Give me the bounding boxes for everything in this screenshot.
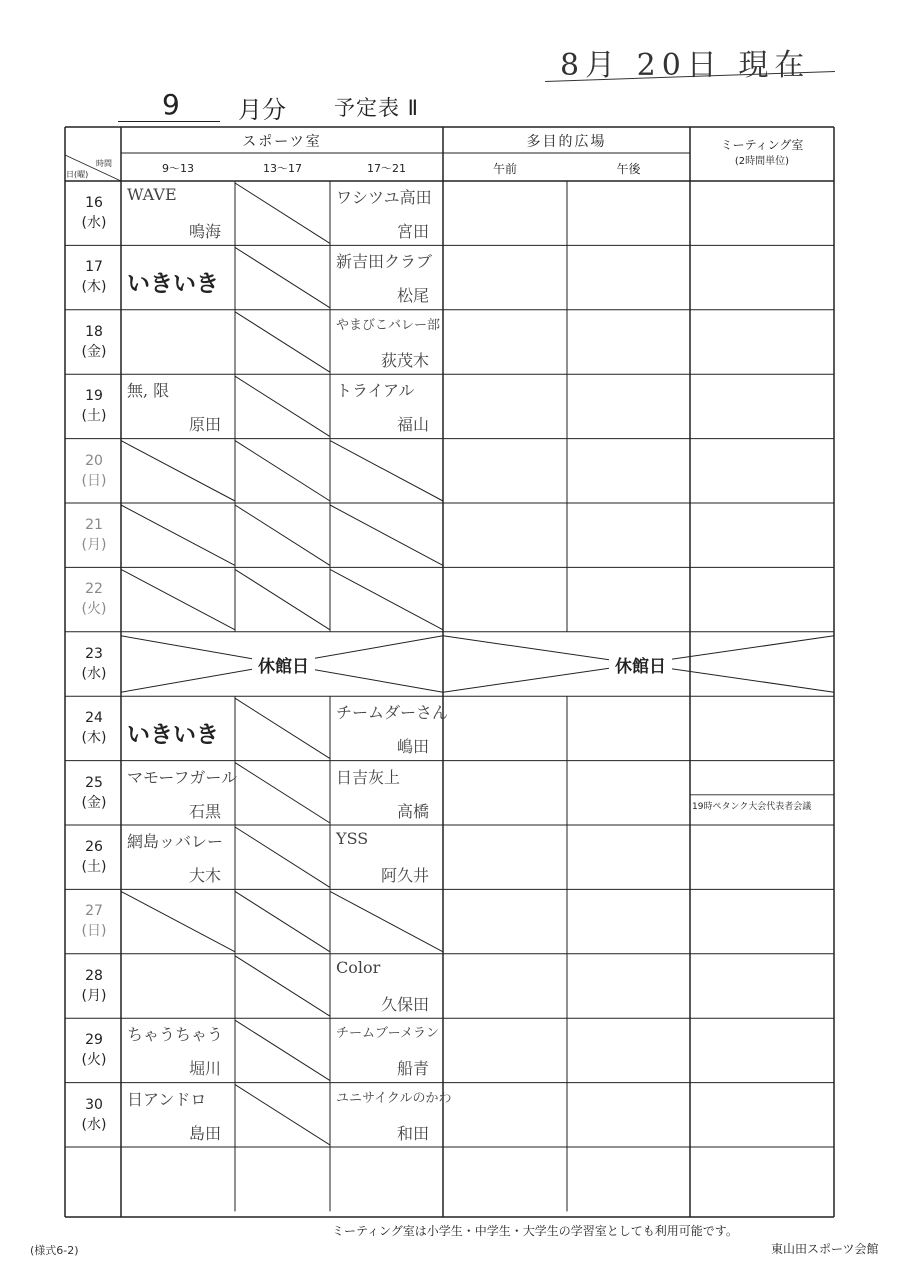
unavailable-slash xyxy=(330,505,443,565)
unavailable-slash xyxy=(121,505,235,565)
day-label xyxy=(65,966,123,1006)
unavailable-slash xyxy=(235,312,330,372)
day-number: 20 xyxy=(85,452,103,469)
unavailable-slash xyxy=(235,1085,330,1145)
day-number: 22 xyxy=(85,581,103,598)
booking-group: 新吉田クラブ xyxy=(336,252,433,272)
booking-contact: 大木 xyxy=(189,866,222,885)
unavailable-slash xyxy=(235,956,330,1016)
day-number: 16 xyxy=(85,195,103,211)
booking-group: ワシツユ高田 xyxy=(336,188,432,207)
booking-contact: 鳴海 xyxy=(189,222,222,241)
booking-contact: 高橋 xyxy=(397,801,430,821)
unavailable-slash xyxy=(235,505,330,565)
booking-group: チームダーさん xyxy=(336,703,449,723)
unavailable-slash xyxy=(235,891,330,951)
day-label xyxy=(65,1095,123,1135)
booking-contact: 和田 xyxy=(397,1123,430,1143)
day-of-week: (火) xyxy=(81,601,107,618)
booking-group: トライアル xyxy=(336,381,415,401)
unavailable-slash xyxy=(121,441,235,501)
booking-contact: 堀川 xyxy=(189,1059,222,1079)
unavailable-slash xyxy=(235,247,330,307)
day-number: 19 xyxy=(85,388,103,405)
booking-big: いきいき xyxy=(127,271,219,298)
booking-contact: 久保田 xyxy=(381,994,430,1014)
meeting-note: 19時ペタンク大会代表者会議 xyxy=(692,801,812,812)
booking-group: チームブーメラン xyxy=(336,1026,439,1042)
day-number: 30 xyxy=(85,1096,103,1113)
day-number: 17 xyxy=(85,259,103,276)
header-slot: 13～17 xyxy=(263,162,302,175)
day-of-week: (土) xyxy=(81,408,107,425)
day-label xyxy=(65,515,123,555)
day-label xyxy=(65,1030,123,1070)
closed-label-sports: 休館日 xyxy=(252,652,315,677)
day-label xyxy=(65,644,123,684)
booking-contact: 船青 xyxy=(397,1059,430,1079)
booking-group: YSS xyxy=(336,829,369,848)
day-label xyxy=(65,708,123,748)
header-pm: 午後 xyxy=(616,162,641,176)
unavailable-slash xyxy=(121,569,235,629)
day-number: 29 xyxy=(85,1032,103,1049)
header-meeting-unit: (2時間単位) xyxy=(734,156,790,167)
day-of-week: (月) xyxy=(81,537,107,553)
closed-label-plaza: 休館日 xyxy=(609,652,672,677)
booking-contact: 宮田 xyxy=(397,222,430,241)
day-label xyxy=(65,901,123,941)
unavailable-slash xyxy=(235,827,330,887)
day-of-week: (月) xyxy=(81,987,107,1004)
day-of-week: (水) xyxy=(81,665,107,682)
corner-time-label: 時間 xyxy=(96,159,112,168)
booking-group: やまびこバレー部 xyxy=(336,317,441,333)
day-number: 28 xyxy=(85,967,103,984)
header-slot: 17～21 xyxy=(367,162,406,175)
header-sports-room: スポーツ室 xyxy=(242,134,322,150)
booking-group: 日吉灰上 xyxy=(336,767,401,787)
booking-contact: 原田 xyxy=(189,415,222,435)
day-of-week: (日) xyxy=(81,472,107,489)
header-am: 午前 xyxy=(492,162,517,176)
booking-group: Color xyxy=(336,957,381,977)
day-of-week: (土) xyxy=(81,859,107,875)
booking-contact: 松尾 xyxy=(397,286,430,306)
day-label xyxy=(65,386,123,426)
unavailable-slash xyxy=(235,569,330,629)
day-of-week: (木) xyxy=(81,730,107,747)
unavailable-slash xyxy=(235,1020,330,1080)
as-of-date: 8月 20日 現在 xyxy=(560,48,811,83)
footnote: ミーティング室は小学生・中学生・大学生の学習室としても利用可能です。 xyxy=(332,1224,738,1238)
day-label xyxy=(65,773,123,813)
day-of-week: (金) xyxy=(81,343,107,360)
day-of-week: (水) xyxy=(81,1116,107,1133)
header-slot: 9～13 xyxy=(162,162,194,175)
header-multi-plaza: 多目的広場 xyxy=(526,134,607,150)
header-meeting-room: ミーティング室 xyxy=(720,138,804,152)
schedule-title: 予定表 Ⅱ xyxy=(334,96,420,120)
booking-contact: 島田 xyxy=(189,1123,222,1143)
booking-contact: 福山 xyxy=(397,415,430,435)
unavailable-slash xyxy=(235,376,330,436)
month-suffix: 月分 xyxy=(238,96,286,124)
booking-group: 網島ッバレー xyxy=(127,832,224,851)
unavailable-slash xyxy=(235,183,330,243)
unavailable-slash xyxy=(121,891,235,951)
form-number: (様式6-2) xyxy=(30,1244,79,1257)
booking-contact: 石黒 xyxy=(189,801,222,821)
day-label xyxy=(65,257,123,297)
booking-group: 日アンドロ xyxy=(127,1089,207,1109)
booking-group: WAVE xyxy=(127,185,177,204)
day-label xyxy=(65,837,123,877)
venue-name: 東山田スポーツ会館 xyxy=(771,1242,879,1256)
unavailable-slash xyxy=(235,441,330,501)
booking-group: 無, 限 xyxy=(127,381,170,401)
booking-group: マモーフガール xyxy=(127,767,238,787)
unavailable-slash xyxy=(235,763,330,823)
day-number: 18 xyxy=(85,323,103,340)
day-label xyxy=(65,579,123,619)
month-number: 9 xyxy=(162,88,180,121)
booking-contact: 阿久井 xyxy=(381,866,430,885)
day-number: 27 xyxy=(85,903,103,920)
booking-group: ユニサイクルのかわ xyxy=(336,1090,452,1106)
booking-contact: 荻茂木 xyxy=(381,350,430,370)
day-of-week: (日) xyxy=(81,923,107,940)
day-number: 26 xyxy=(85,839,103,855)
day-of-week: (水) xyxy=(81,215,107,231)
day-label xyxy=(65,193,123,233)
day-label xyxy=(65,322,123,362)
day-number: 21 xyxy=(85,517,103,533)
unavailable-slash xyxy=(330,891,443,951)
unavailable-slash xyxy=(235,698,330,758)
booking-contact: 嶋田 xyxy=(397,737,430,757)
day-label xyxy=(65,451,123,491)
corner-date-label: 日(曜) xyxy=(66,170,89,179)
day-of-week: (火) xyxy=(81,1052,107,1069)
day-of-week: (木) xyxy=(81,279,107,296)
day-number: 24 xyxy=(85,710,103,727)
day-number: 23 xyxy=(85,645,103,662)
day-of-week: (金) xyxy=(81,794,107,811)
unavailable-slash xyxy=(330,569,443,629)
day-number: 25 xyxy=(85,774,103,791)
unavailable-slash xyxy=(330,441,443,501)
booking-group: ちゃうちゃう xyxy=(127,1025,224,1045)
booking-big: いきいき xyxy=(127,722,219,749)
